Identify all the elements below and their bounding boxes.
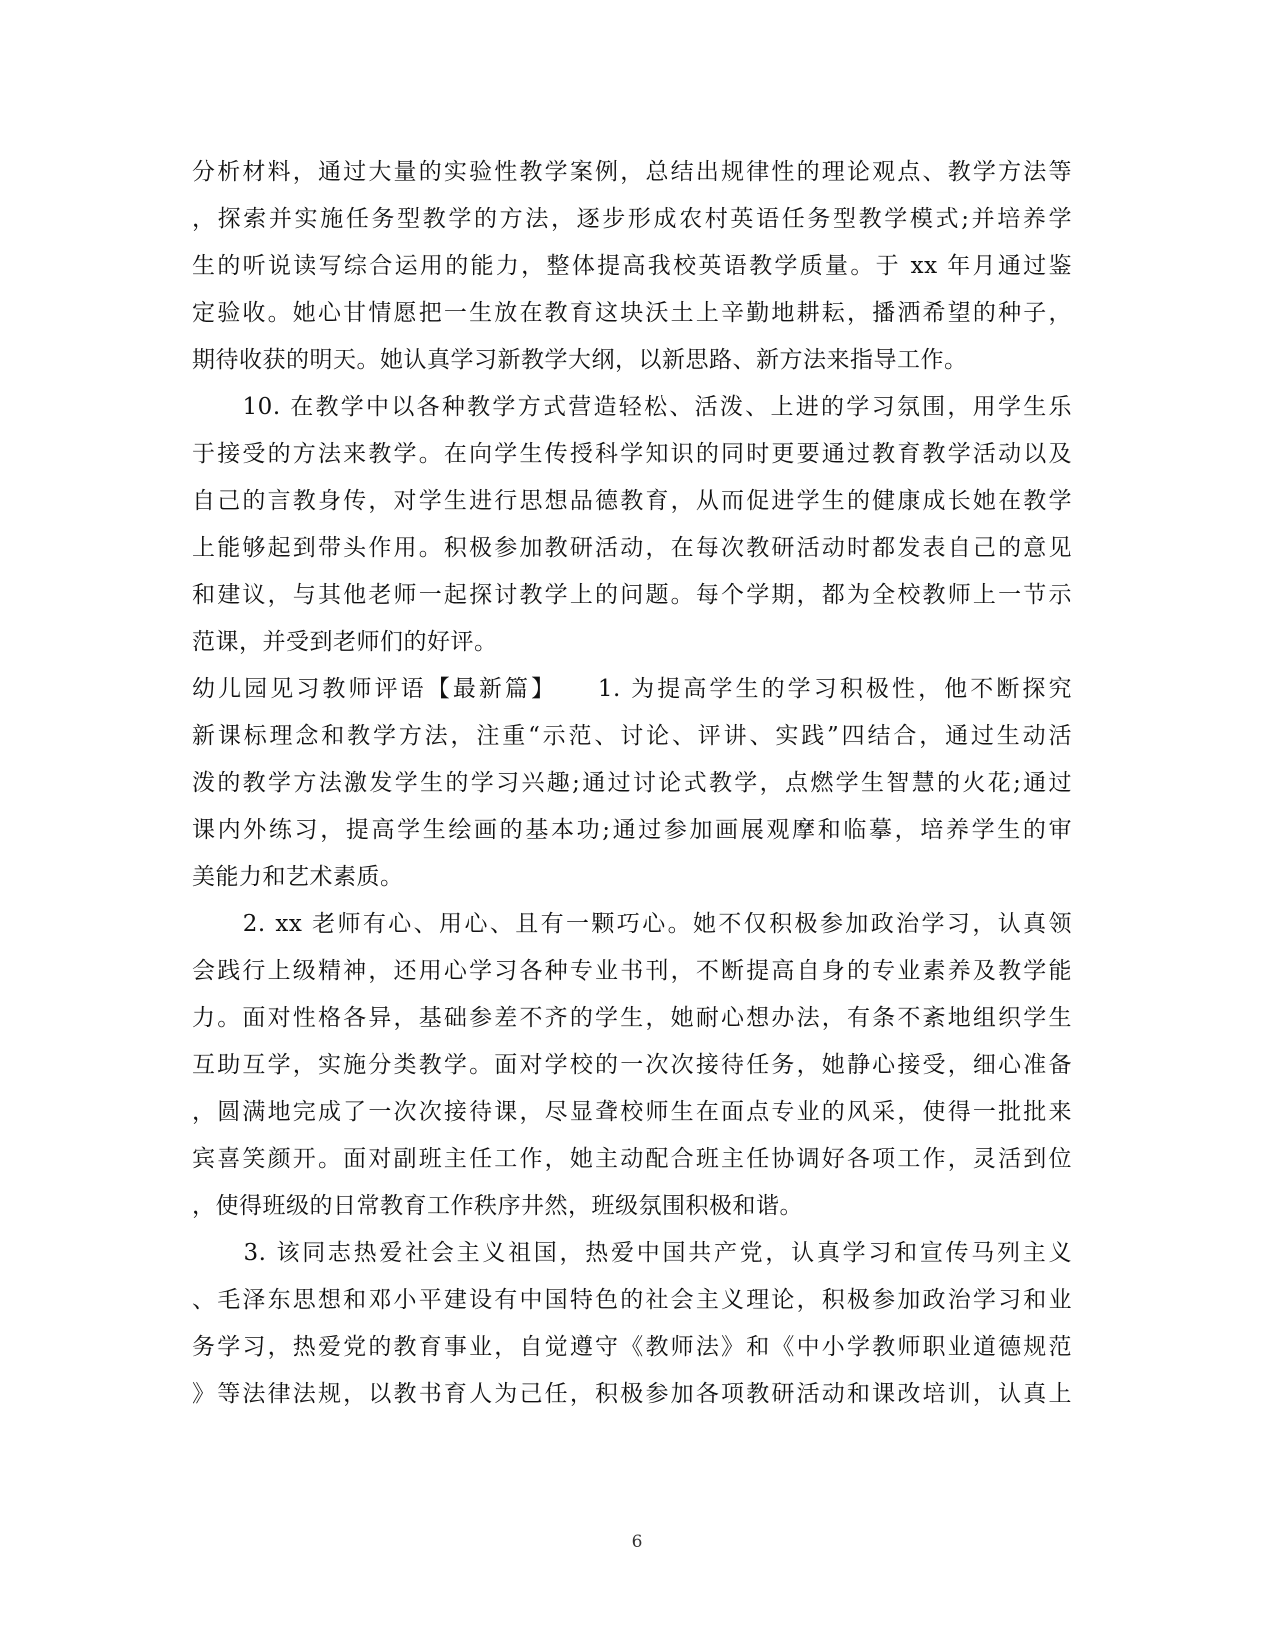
text-line: 务学习，热爱党的教育事业，自觉遵守《教师法》和《中小学教师职业道德规范 bbox=[192, 1334, 1072, 1360]
text-line: 2. xx 老师有心、用心、且有一颗巧心。她不仅积极参加政治学习，认真领 bbox=[192, 911, 1072, 937]
text-line: 泼的教学方法激发学生的学习兴趣;通过讨论式教学，点燃学生智慧的火花;通过 bbox=[192, 770, 1072, 796]
text-line: ，使得班级的日常教育工作秩序井然，班级氛围积极和谐。 bbox=[192, 1193, 803, 1219]
text-line: 互助互学，实施分类教学。面对学校的一次次接待任务，她静心接受，细心准备 bbox=[192, 1052, 1072, 1078]
text-line: 会践行上级精神，还用心学习各种专业书刊，不断提高自身的专业素养及教学能 bbox=[192, 958, 1072, 984]
text-line: 和建议，与其他老师一起探讨教学上的问题。每个学期，都为全校教师上一节示 bbox=[192, 582, 1072, 608]
text-line: 课内外练习，提高学生绘画的基本功;通过参加画展观摩和临摹，培养学生的审 bbox=[192, 817, 1072, 843]
text-line: ，探索并实施任务型教学的方法，逐步形成农村英语任务型教学模式;并培养学 bbox=[192, 206, 1072, 232]
text-line: 3. 该同志热爱社会主义祖国，热爱中国共产党，认真学习和宣传马列主义 bbox=[192, 1240, 1072, 1266]
text-line: 自己的言教身传，对学生进行思想品德教育，从而促进学生的健康成长她在教学 bbox=[192, 488, 1072, 514]
text-line: 美能力和艺术素质。 bbox=[192, 864, 404, 890]
text-line: 上能够起到带头作用。积极参加教研活动，在每次教研活动时都发表自己的意见 bbox=[192, 535, 1072, 561]
text-line: ，圆满地完成了一次次接待课，尽显聋校师生在面点专业的风采，使得一批批来 bbox=[192, 1099, 1072, 1125]
page-number: 6 bbox=[631, 1532, 643, 1552]
text-line: 宾喜笑颜开。面对副班主任工作，她主动配合班主任协调好各项工作，灵活到位 bbox=[192, 1146, 1072, 1172]
section-heading-line: 幼儿园见习教师评语【最新篇】 1. 为提高学生的学习积极性，他不断探究 bbox=[192, 676, 1072, 702]
text-line: 分析材料，通过大量的实验性教学案例，总结出规律性的理论观点、教学方法等 bbox=[192, 159, 1072, 185]
text-line: 力。面对性格各异，基础参差不齐的学生，她耐心想办法，有条不紊地组织学生 bbox=[192, 1005, 1072, 1031]
text-line: 期待收获的明天。她认真学习新教学大纲，以新思路、新方法来指导工作。 bbox=[192, 347, 968, 373]
text-line: 新课标理念和教学方法，注重“示范、讨论、评讲、实践”四结合，通过生动活 bbox=[192, 723, 1072, 749]
text-line: 10. 在教学中以各种教学方式营造轻松、活泼、上进的学习氛围，用学生乐 bbox=[192, 394, 1072, 420]
text-line: 定验收。她心甘情愿把一生放在教育这块沃土上辛勤地耕耘，播洒希望的种子， bbox=[192, 300, 1072, 326]
text-line: 于接受的方法来教学。在向学生传授科学知识的同时更要通过教育教学活动以及 bbox=[192, 441, 1072, 467]
text-line: 范课，并受到老师们的好评。 bbox=[192, 629, 498, 655]
text-line: 》等法律法规，以教书育人为己任，积极参加各项教研活动和课改培训，认真上 bbox=[192, 1381, 1072, 1407]
text-line: 、毛泽东思想和邓小平建设有中国特色的社会主义理论，积极参加政治学习和业 bbox=[192, 1287, 1072, 1313]
text-line: 生的听说读写综合运用的能力，整体提高我校英语教学质量。于 xx 年月通过鉴 bbox=[192, 253, 1072, 279]
